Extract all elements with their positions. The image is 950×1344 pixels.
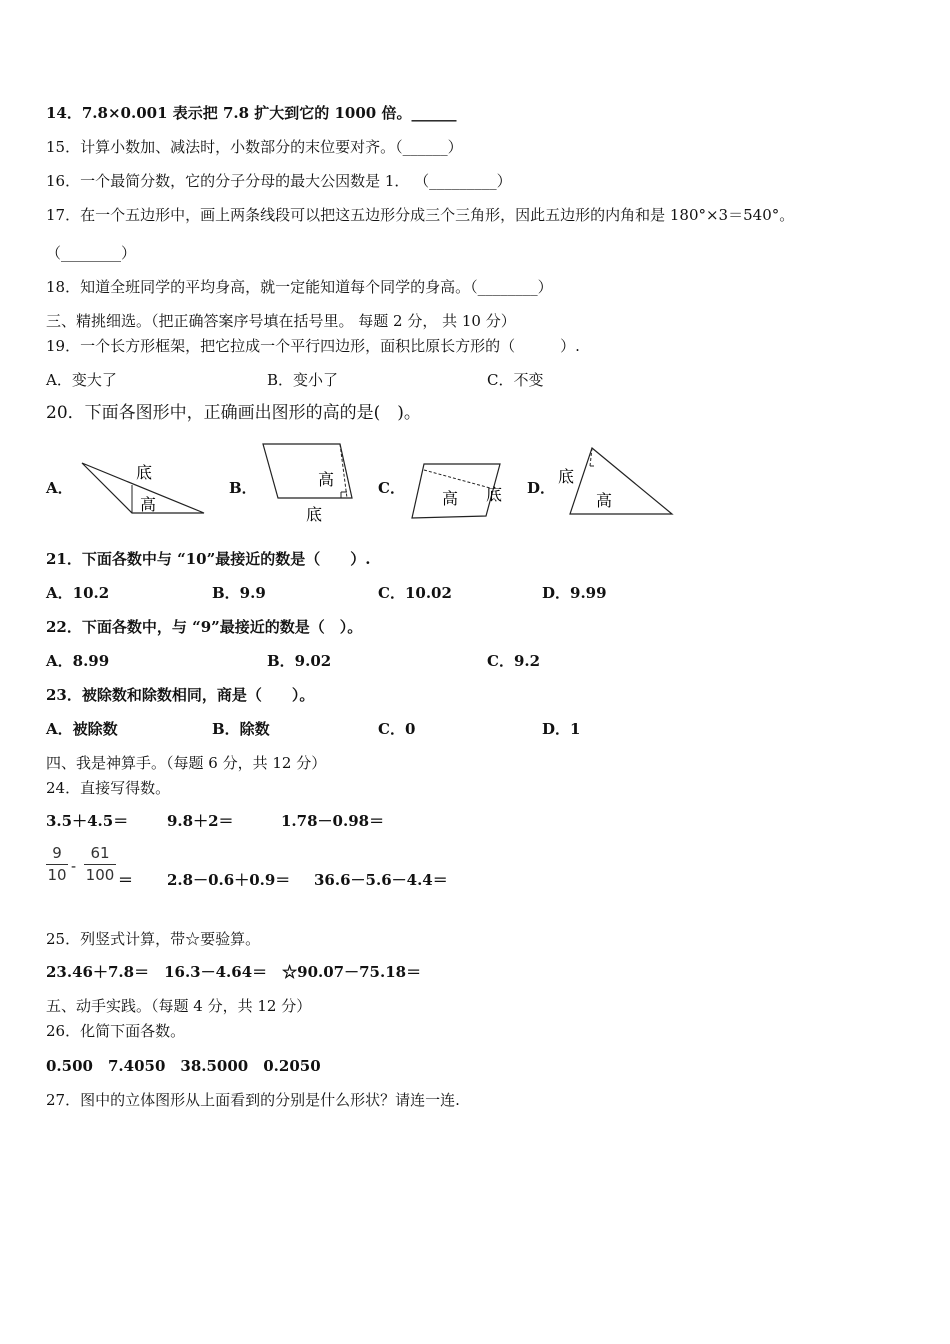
- figure-a: [78, 458, 208, 520]
- fraction-numerator: 61: [90, 844, 110, 862]
- equals-sign: ＝: [118, 871, 134, 889]
- q24-expr-3: 1.78－0.98＝: [281, 812, 385, 830]
- question-20: 20．下面各图形中，正确画出图形的高的是( )。: [46, 403, 421, 423]
- q20-option-c: C．: [378, 479, 405, 497]
- question-16: 16．一个最简分数，它的分子分母的最大公因数是 1． （_________）: [46, 172, 512, 190]
- q20-option-d: D．: [527, 479, 556, 497]
- figure-c-label-height: 高: [442, 489, 459, 508]
- q23-option-d: D．1: [542, 720, 581, 738]
- question-22: 22．下面各数中，与 “9”最接近的数是（ ）。: [46, 618, 363, 636]
- figure-d-label-height: 高: [596, 491, 613, 510]
- figure-a-label-base: 底: [136, 463, 153, 482]
- question-17-blank: （________）: [46, 244, 137, 262]
- q24-expr-1: 3.5＋4.5＝: [46, 812, 129, 830]
- fraction-denominator: 10: [47, 866, 67, 884]
- question-25: 25．列竖式计算，带☆要验算。: [46, 930, 261, 948]
- fraction-9-10: [46, 844, 68, 884]
- q22-option-c: C．9.2: [487, 652, 541, 670]
- q22-option-a: A．8.99: [46, 652, 110, 670]
- question-15: 15．计算小数加、减法时，小数部分的末位要对齐。（______）: [46, 138, 463, 156]
- section-3-heading: 三、精挑细选。（把正确答案序号填在括号里。 每题 2 分， 共 10 分）: [46, 312, 516, 330]
- question-26: 26．化简下面各数。: [46, 1022, 186, 1040]
- q24-expr-5: 2.8－0.6＋0.9＝: [167, 871, 291, 889]
- fraction-numerator: 9: [52, 844, 62, 862]
- figure-b-label-height: 高: [318, 470, 335, 489]
- figure-c-label-base: 底: [486, 485, 503, 504]
- q19-option-b: B．变小了: [267, 371, 339, 389]
- figure-d-label-base: 底: [558, 467, 575, 486]
- question-18: 18．知道全班同学的平均身高，就一定能知道每个同学的身高。（________）: [46, 278, 553, 296]
- question-23: 23．被除数和除数相同，商是（ ）。: [46, 686, 315, 704]
- q24-expr-6: 36.6－5.6－4.4＝: [314, 871, 448, 889]
- figure-a-label-height: 高: [140, 495, 157, 514]
- q26-numbers: 0.500 7.4050 38.5000 0.2050: [46, 1057, 321, 1075]
- question-19: 19．一个长方形框架，把它拉成一个平行四边形，面积比原长方形的（ ）.: [46, 337, 580, 355]
- fraction-61-100: [84, 844, 116, 884]
- q21-option-a: A．10.2: [46, 584, 110, 602]
- q19-option-c: C．不变: [487, 371, 544, 389]
- q24-expr-2: 9.8＋2＝: [167, 812, 234, 830]
- figure-b-label-base: 底: [306, 505, 323, 524]
- figure-d: [554, 444, 676, 518]
- question-14: 14．7.8×0.001 表示把 7.8 扩大到它的 1000 倍。______: [46, 104, 457, 122]
- figure-b: [258, 440, 358, 524]
- q23-option-a: A．被除数: [46, 720, 118, 738]
- section-4-heading: 四、我是神算手。（每题 6 分，共 12 分）: [46, 754, 327, 772]
- question-21: 21．下面各数中与 “10”最接近的数是（ ）.: [46, 550, 371, 568]
- figure-c: [408, 458, 508, 522]
- q25-expressions: 23.46＋7.8＝ 16.3－4.64＝ ☆90.07－75.18＝: [46, 963, 422, 981]
- q23-option-c: C．0: [378, 720, 416, 738]
- minus-sign: -: [71, 857, 77, 875]
- section-5-heading: 五、动手实践。（每题 4 分，共 12 分）: [46, 997, 312, 1015]
- q20-option-a: A．: [46, 479, 73, 497]
- q21-option-b: B．9.9: [212, 584, 266, 602]
- q21-option-c: C．10.02: [378, 584, 452, 602]
- q21-option-d: D．9.99: [542, 584, 607, 602]
- q22-option-b: B．9.02: [267, 652, 332, 670]
- question-17: 17．在一个五边形中，画上两条线段可以把这五边形分成三个三角形，因此五边形的内角和是 180°×3＝540°。: [46, 206, 795, 224]
- q19-option-a: A．变大了: [46, 371, 117, 389]
- question-27: 27．图中的立体图形从上面看到的分别是什么形状？请连一连.: [46, 1091, 460, 1109]
- fraction-denominator: 100: [85, 866, 115, 884]
- question-24: 24．直接写得数。: [46, 779, 171, 797]
- q23-option-b: B．除数: [212, 720, 270, 738]
- q20-option-b: B．: [229, 479, 257, 497]
